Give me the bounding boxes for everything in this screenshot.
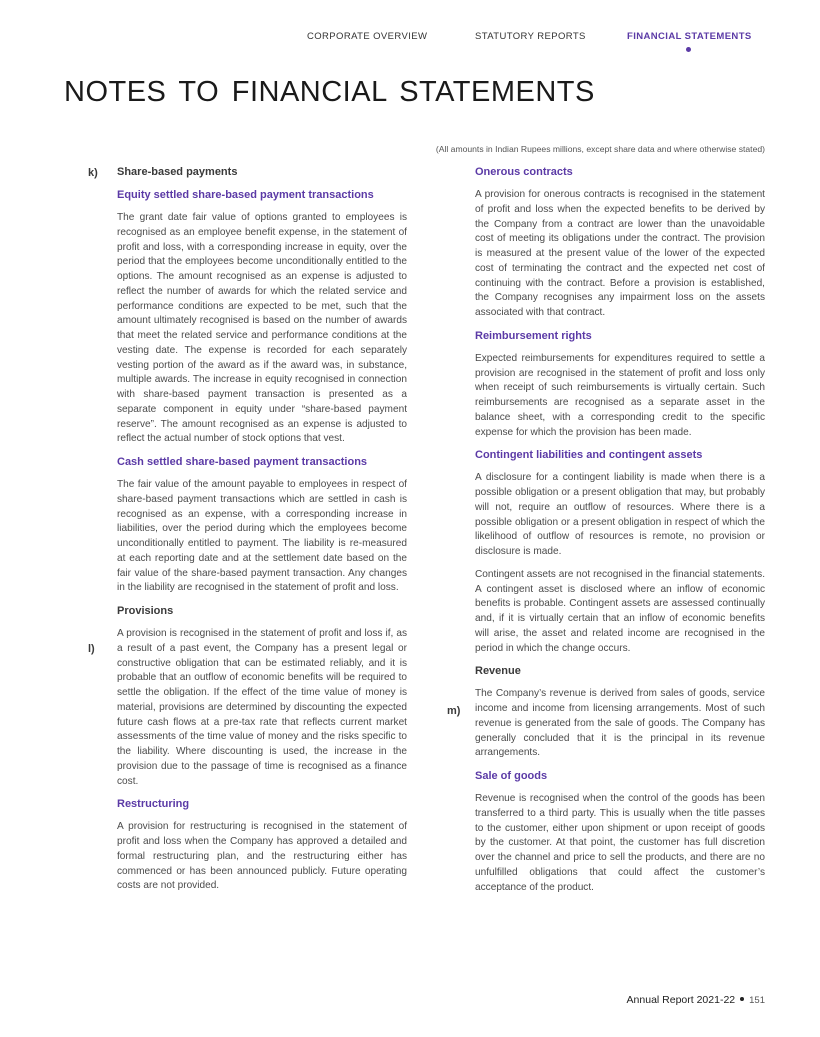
paragraph-restructuring: A provision for restructuring is recognised in the statement of profit and loss when the Company has approved a detailed and formal restructuring plan, and the restructuring either has commenced or has been announced publicly. Future operating costs are not provided.	[117, 821, 407, 892]
subheading-equity-settled: Equity settled share-based payment transactions	[117, 189, 374, 201]
report-name: Annual Report 2021-22	[626, 994, 736, 1006]
section-title-provisions: Provisions	[117, 605, 174, 617]
nav-financial-statements[interactable]: FINANCIAL STATEMENTS	[627, 31, 752, 42]
subheading-cash-settled: Cash settled share-based payment transactions	[117, 456, 368, 468]
section-label-m: m)	[447, 705, 461, 717]
subheading-onerous-contracts: Onerous contracts	[475, 166, 573, 178]
paragraph-reimbursement-rights: Expected reimbursements for expenditures required to settle a provision are recognised in the statement of profit and loss only when receipt of such reimbursements is virtually certain. Such reimbursements are recognised as a separate asset in the balance sheet, with a corresponding credit to the specific expense for which the provision has been made.	[475, 352, 765, 438]
section-label-l: l)	[88, 643, 95, 655]
page-title: NOTES TO FINANCIAL STATEMENTS	[64, 76, 595, 108]
paragraph-contingent-assets: Contingent assets are not recognised in the financial statements. A contingent asset is disclosed where an inflow of economic benefits is probable. Contingent assets are assessed continually and, if it is virtually certain that an inflow of economic benefits will arise, the asset and related income are recognised in the period in which the change occurs.	[475, 568, 765, 654]
separator-dot-icon	[740, 997, 744, 1001]
nav-corporate-overview[interactable]: CORPORATE OVERVIEW	[307, 31, 428, 42]
left-column	[117, 165, 407, 902]
page-footer	[627, 994, 765, 1006]
paragraph-provisions: A provision is recognised in the statement of profit and loss if, as a result of a past event, the Company has a present legal or constructive obligation that can be estimated reliably, and it is probable that an outflow of economic benefits will be required to settle the obligation. If the effect of the time value of money is material, provisions are determined by discounting the expected future cash flows at a pre-tax rate that reflects current market assessments of the time value of money and the risks specific to the liability. Where discounting is used, the increase in the provision due to the passage of time is recognised as a finance cost.	[117, 628, 407, 787]
subheading-restructuring: Restructuring	[117, 798, 190, 811]
amounts-note: (All amounts in Indian Rupees millions, except share data and where otherwise stated)	[435, 144, 765, 154]
paragraph-revenue: The Company’s revenue is derived from sales of goods, service income and income from licensing arrangements. Most of such revenue is generated from the sale of goods. The Company has generally concluded that it is the principal in its revenue arrangements.	[475, 688, 765, 759]
active-section-dot-icon	[686, 47, 691, 52]
paragraph-sale-of-goods: Revenue is recognised when the control of the goods has been transferred to a third party. This is usually when the title passes to the customer, either upon shipment or upon receipt of goods by the customer. At that point, the customer has full discretion over the channel and price to sell the products, and there are no unfulfilled obligations that could affect the customer’s acceptance of the product.	[475, 793, 765, 893]
paragraph-cash-settled: The fair value of the amount payable to employees in respect of share-based payment transactions which are settled in cash is recognised as an expense, with a corresponding increase in liabilities, over the period during which the employees become unconditionally entitled to payment. The liability is re-measured at each reporting date and at the settlement date based on the fair value of the share-based payment transaction. Any changes in the liability are recognised in the statement of profit and loss.	[117, 479, 407, 594]
section-label-k: k)	[88, 167, 98, 179]
right-column	[475, 165, 765, 903]
paragraph-onerous-contracts: A provision for onerous contracts is recognised in the statement of profit and loss when the expected benefits to be derived by the Company from a contract are lower than the unavoidable cost of meeting its obligations under the contract. The provision is measured at the present value of the lower of the expected cost of terminating the contract and the expected net cost of continuing with the contract. Before a provision is established, the Company recognises any impairment loss on the assets associated with that contract.	[475, 189, 765, 318]
subheading-reimbursement-rights: Reimbursement rights	[475, 329, 592, 342]
page-number: 151	[749, 995, 765, 1006]
paragraph-contingent-liabilities: A disclosure for a contingent liability is made when there is a possible obligation or a present obligation that may, but probably will not, require an outflow of resources. Where there is a possible obligation or a present obligation in respect of which the likelihood of outflow of resources is remote, no provision or disclosure is made.	[475, 472, 765, 557]
nav-statutory-reports[interactable]: STATUTORY REPORTS	[475, 31, 586, 42]
paragraph-equity-settled: The grant date fair value of options granted to employees is recognised as an employee benefit expense, in the statement of profit and loss, with a corresponding increase in equity, over the period that the employees become unconditionally entitled to the options. The amount recognised as an expense is adjusted to reflect the number of awards for which the related service and performance conditions are expected to be met, such that the amount ultimately recognised is based on the number of awards that meet the related service and performance conditions at the vesting date. The expense is recorded for each separately vesting portion of the award as if the award was, in substance, multiple awards. The increase in equity recognised in connection with share-based payment transaction is presented as a separate component in equity under “share-based payment reserve”. The amount recognised as an expense is adjusted to reflect the actual number of stock options that vest.	[117, 212, 407, 445]
section-title-share-based-payments: Share-based payments	[117, 166, 238, 178]
section-title-revenue: Revenue	[475, 665, 521, 678]
subheading-sale-of-goods: Sale of goods	[475, 770, 548, 782]
subheading-contingent: Contingent liabilities and contingent assets	[475, 449, 703, 462]
section-nav	[0, 31, 820, 61]
